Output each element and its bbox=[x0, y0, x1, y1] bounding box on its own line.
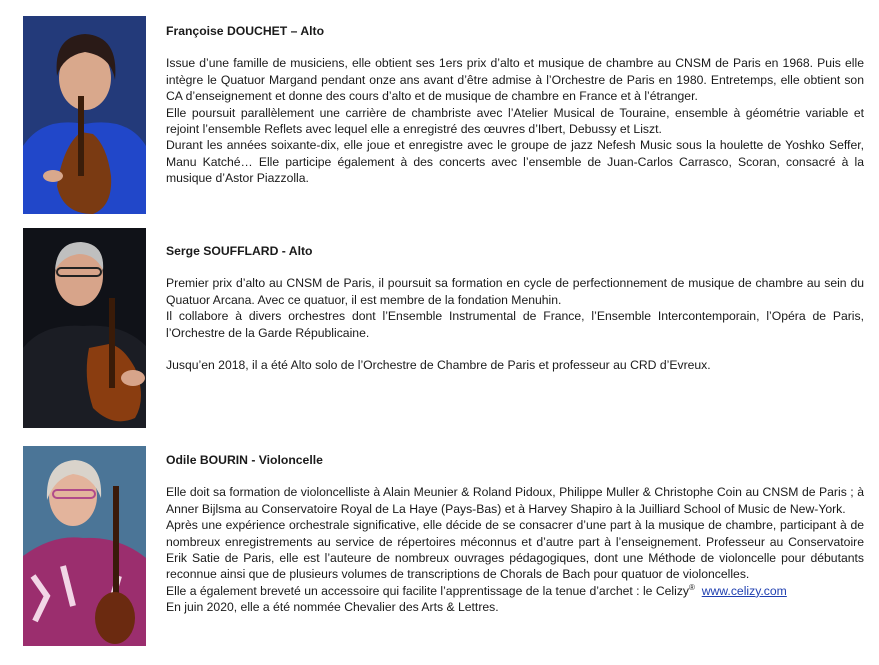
bio-paragraph: Issue d’une famille de musiciens, elle obtient ses 1ers prix d’alto et musique de chambre au CNSM de Paris en 1968. Puis elle intègre le Quatuor Margand pendant onze ans avant d’être admise à l’Orchestre de Paris en 1980. Entretemps, elle obtient son CA d’enseignement et donne des cours d’alto et de musique de chambre en France et à l’étranger. bbox=[166, 56, 864, 104]
musician-name: Serge SOUFFLARD - Alto bbox=[166, 244, 313, 258]
bio-paragraph: Premier prix d’alto au CNSM de Paris, il poursuit sa formation en cycle de perfectionnement de musique de chambre au sein du Quatuor Arcana. Avec ce quatuor, il est membre de la fondation Menuhin. bbox=[166, 276, 864, 307]
bio-paragraph: Elle doit sa formation de violoncelliste à Alain Meunier & Roland Pidoux, Philippe Muller & Christophe Coin au CNSM de Paris ; à Anner Bijlsma au Conservatoire Royal de La Haye (Pays-Bas) et à Harvey Shapiro à la Juilliard School of Music de New-York. bbox=[166, 485, 864, 516]
bio-paragraph: Durant les années soixante-dix, elle joue et enregistre avec le groupe de jazz Nefesh Music sous la houlette de Yoshko Seffer, Manu Katché… Elle participe également à des concerts avec l’ensemble de Juan-Carlos Carrasco, Scoran, consacré à la musique d’Astor Piazzolla. bbox=[166, 138, 864, 186]
portrait-photo bbox=[23, 16, 146, 214]
registered-mark: ® bbox=[689, 582, 695, 592]
bio-text bbox=[166, 452, 864, 616]
celizy-website-link[interactable]: www.celizy.com bbox=[701, 583, 787, 598]
portrait-photo bbox=[23, 228, 146, 428]
bio-text bbox=[166, 23, 864, 187]
bio-paragraph: Après une expérience orchestrale significative, elle décide de se consacrer d’une part à la musique de chambre, participant à de nombreux enregistrements au service de répertoires méconnus et d’autre part à l’enseignement. Professeur au Conservatoire Erik Satie de Paris, elle est l’auteure de nombreux ouvrages pédagogiques, dont une Méthode de violoncelle pour débutants reconnue ainsi que de plusieurs volumes de transcriptions de Chorals de Bach pour quatuor de violoncelles. bbox=[166, 518, 864, 582]
musician-name: Françoise DOUCHET – Alto bbox=[166, 24, 325, 38]
bio-sentence: Elle a également breveté un accessoire qui facilite l’apprentissage de la tenue d’archet : le Celizy bbox=[166, 583, 690, 598]
musician-name: Odile BOURIN - Violoncelle bbox=[166, 453, 323, 467]
bio-paragraph: En juin 2020, elle a été nommée Chevalier des Arts & Lettres. bbox=[166, 600, 499, 615]
bio-paragraph: Jusqu’en 2018, il a été Alto solo de l’Orchestre de Chambre de Paris et professeur au CRD d’Evreux. bbox=[166, 358, 711, 373]
portrait-photo bbox=[23, 446, 146, 646]
bio-paragraph: Il collabore à divers orchestres dont l’Ensemble Instrumental de France, l’Ensemble Intercontemporain, l’Opéra de Paris, l’Orchestre de la Garde Républicaine. bbox=[166, 309, 864, 340]
bio-paragraph bbox=[166, 583, 864, 599]
bio-paragraph: Elle poursuit parallèlement une carrière de chambriste avec l’Atelier Musical de Touraine, ensemble à géométrie variable et rejoint l’ensemble Reflets avec lequel elle a enregistré des œuvres d’Ibert, Debussy et Liszt. bbox=[166, 105, 864, 137]
bio-text bbox=[166, 243, 864, 373]
